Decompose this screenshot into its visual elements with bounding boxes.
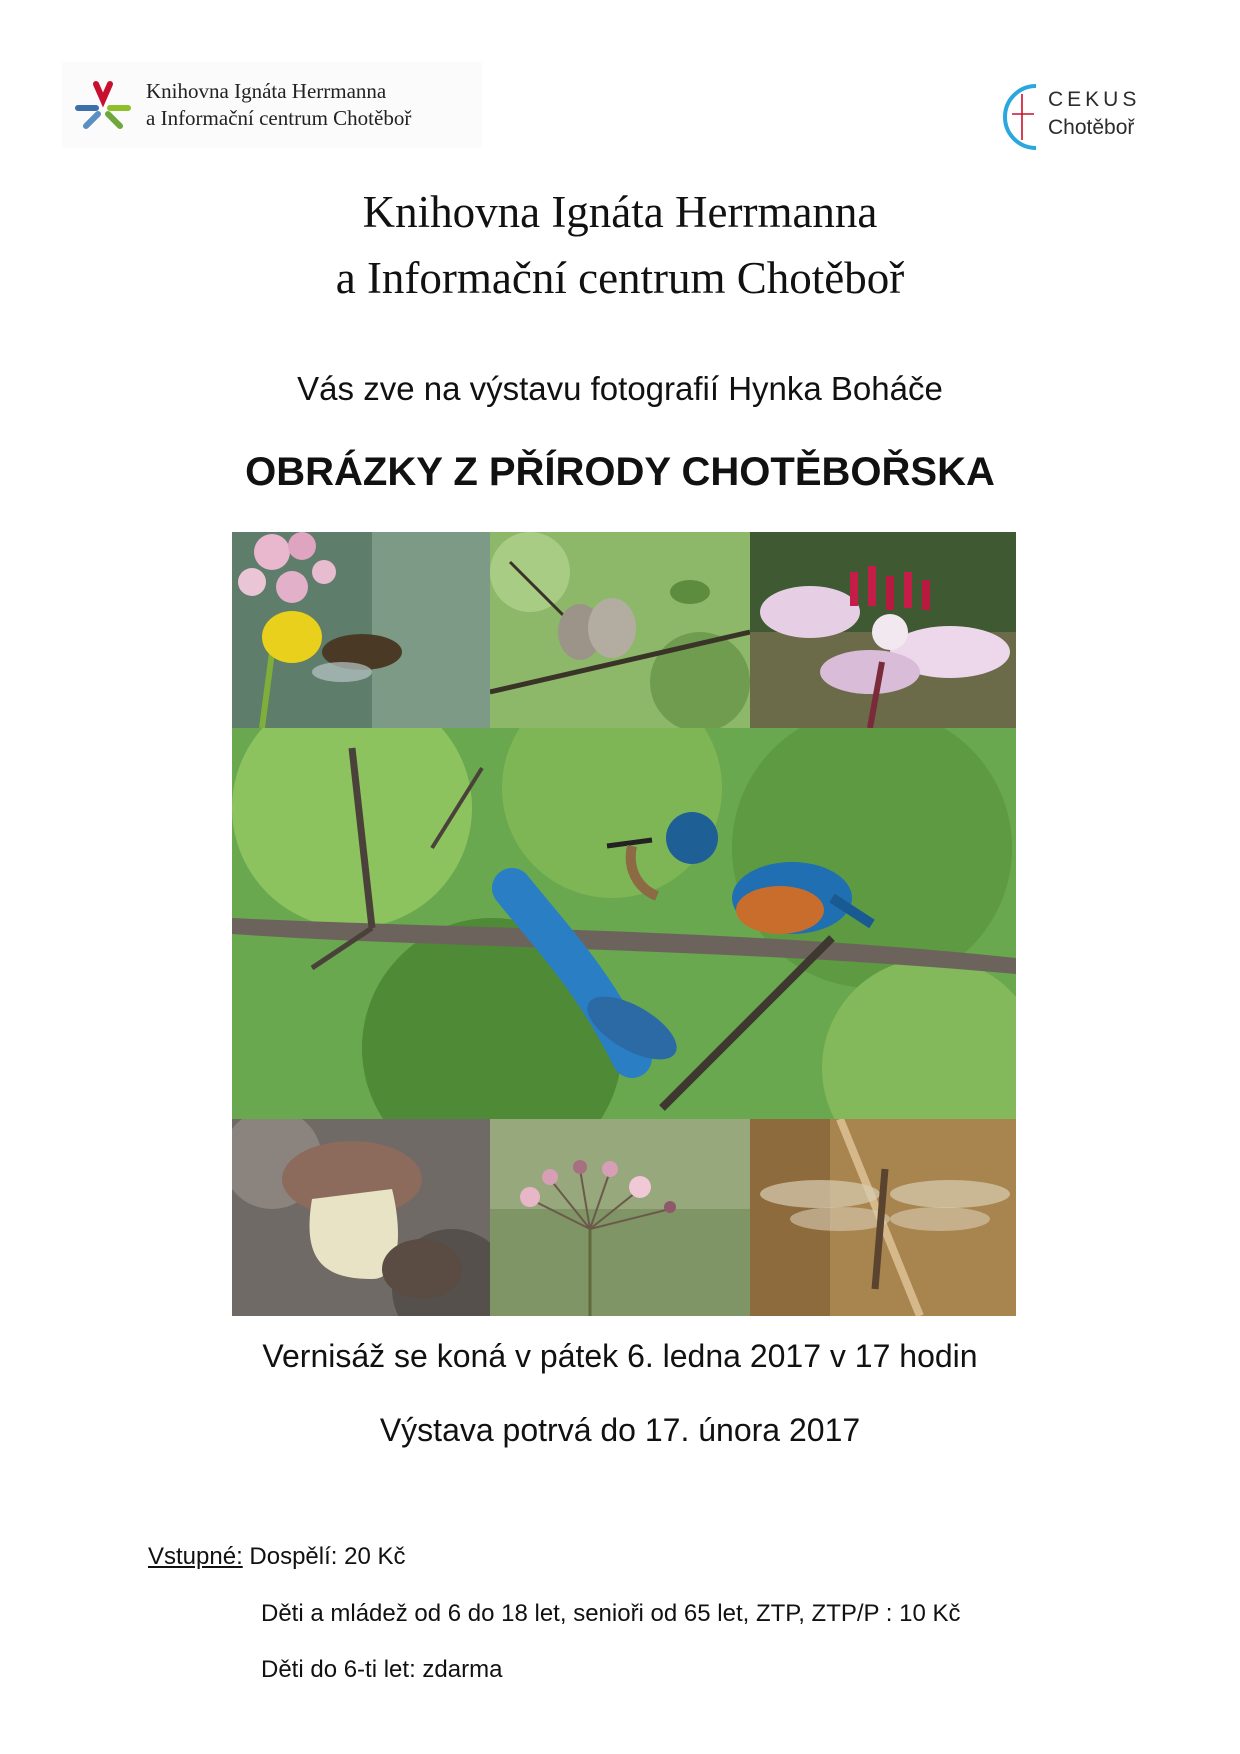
library-logo-line1: Knihovna Ignáta Herrmanna [146, 79, 387, 103]
cekus-logo [1002, 80, 1142, 154]
library-logo-line2: a Informační centrum Chotěboř [146, 106, 412, 130]
admission-label: Vstupné: [148, 1543, 243, 1570]
photo-fledglings-on-branch [490, 532, 750, 728]
cekus-logo-line1: CEKUS [1048, 88, 1141, 111]
admission-reduced: Děti a mládež od 6 do 18 let, senioři od 65 let, ZTP, ZTP/P : 10 Kč [261, 1600, 961, 1627]
photo-crab-spider-on-flower [232, 532, 490, 728]
duration-text: Výstava potrvá do 17. února 2017 [379, 1412, 861, 1448]
admission-small-children: Děti do 6-ti let: zdarma [261, 1656, 503, 1683]
photo-dragonfly [750, 1119, 1016, 1316]
admission-adults-row [148, 1543, 406, 1571]
photo-collage [232, 532, 1016, 1316]
admission-adults: Dospělí: 20 Kč [249, 1543, 406, 1570]
cekus-logo-line2: Chotěboř [1048, 116, 1135, 139]
library-logo-mark-icon [74, 78, 132, 132]
photo-kingfishers [232, 728, 1016, 1119]
exhibition-title: OBRÁZKY Z PŘÍRODY CHOTĚBOŘSKA [245, 450, 995, 494]
page-title-line1: Knihovna Ignáta Herrmanna [362, 187, 878, 237]
vernissage-text: Vernisáž se koná v pátek 6. ledna 2017 v 17 hodin [262, 1338, 978, 1374]
library-logo [62, 62, 482, 148]
page-title-line2: a Informační centrum Chotěboř [335, 253, 905, 303]
photo-flowering-rush [490, 1119, 750, 1316]
cekus-logo-mark-icon [1002, 80, 1048, 154]
invitation-text: Vás zve na výstavu fotografií Hynka Boháče [297, 370, 943, 407]
photo-mushroom [232, 1119, 490, 1316]
photo-pink-flower [750, 532, 1016, 728]
